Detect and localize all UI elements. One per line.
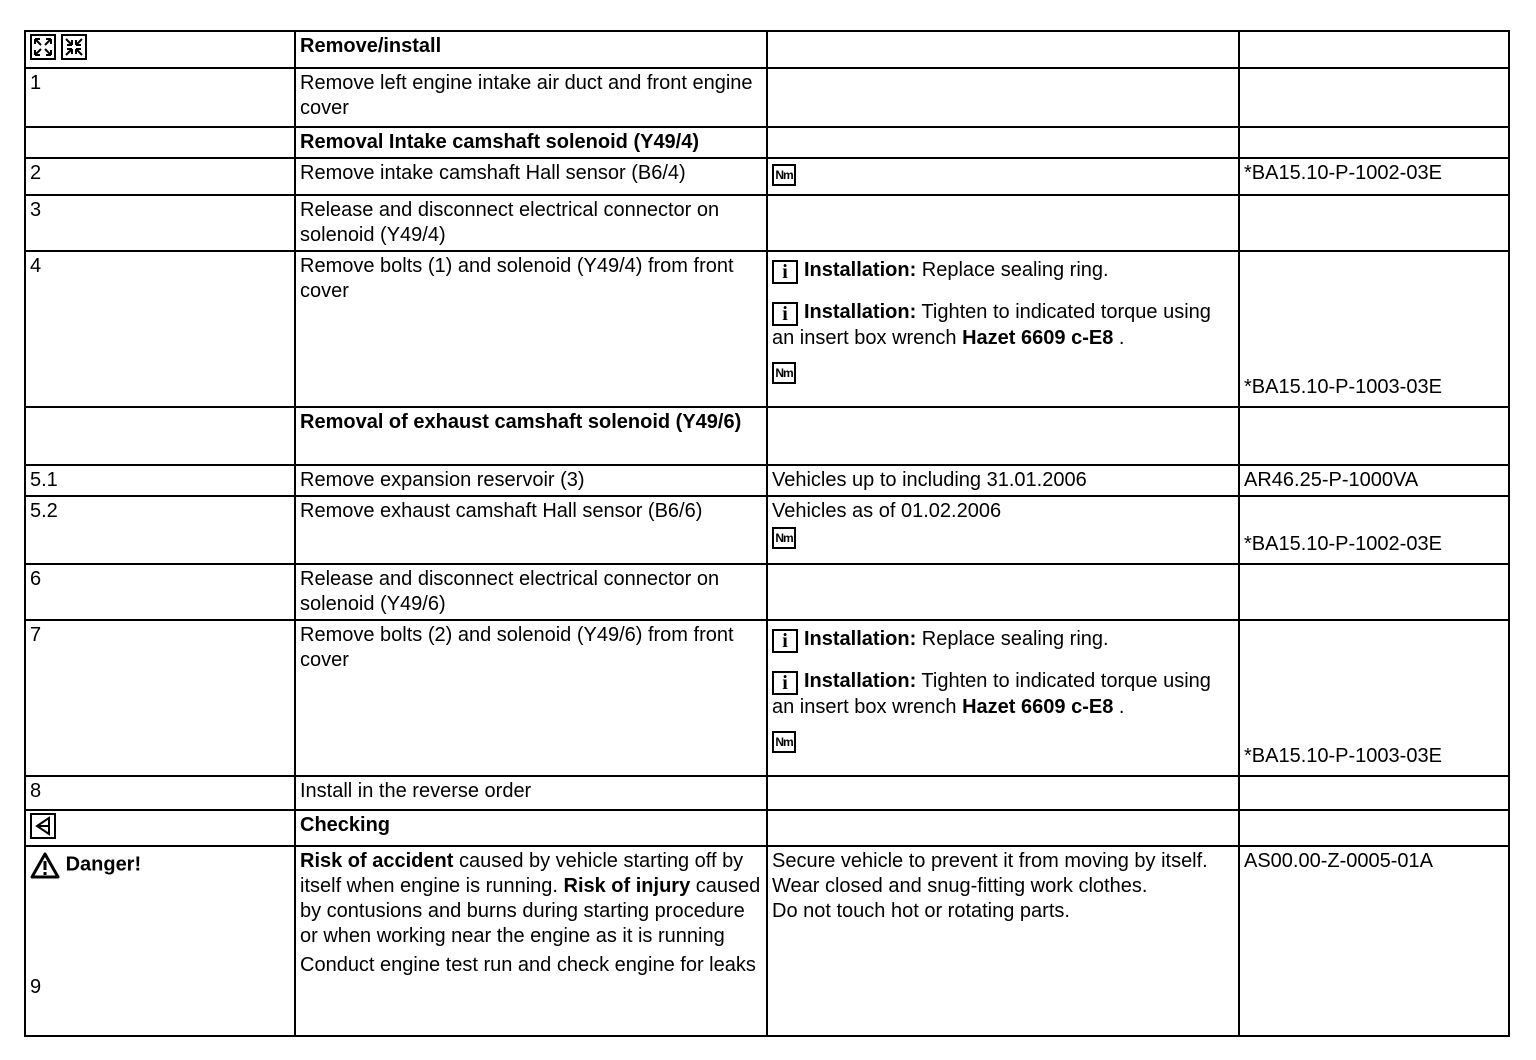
section-row — [25, 127, 1509, 158]
doc-reference[interactable]: *BA15.10-P-1002-03E — [1239, 496, 1509, 564]
torque-icon[interactable]: Nm — [772, 362, 796, 384]
step-action: Remove exhaust camshaft Hall sensor (B6/6) — [295, 496, 767, 564]
step-number: 2 — [25, 158, 295, 195]
step-number: 8 — [25, 776, 295, 810]
procedure-table — [24, 30, 1510, 1037]
doc-reference[interactable]: AS00.00-Z-0005-01A — [1239, 846, 1509, 1036]
install-notes-cell: i Installation: Replace sealing ring. i Installation: Tighten to indicated torque using an insert box wrench Hazet 6609 c-E8 . Nm — [767, 620, 1239, 776]
step-number: 9 — [30, 976, 42, 998]
checking-icon — [30, 813, 58, 839]
install-label: Installation: — [804, 628, 917, 650]
table-row — [25, 846, 1509, 1036]
step-number: 7 — [25, 620, 295, 776]
step-action: Remove bolts (1) and solenoid (Y49/4) from front cover — [295, 251, 767, 407]
step-number: 4 — [25, 251, 295, 407]
remove-install-icon — [30, 34, 88, 60]
tool-name[interactable]: Hazet 6609 c-E8 — [962, 327, 1114, 349]
table-row — [25, 564, 1509, 620]
step-number: 5.1 — [25, 465, 295, 496]
danger-label: Danger! — [65, 853, 142, 876]
table-row — [25, 620, 1509, 776]
header-icons-cell — [25, 31, 295, 68]
install-notes-cell: i Installation: Replace sealing ring. i Installation: Tighten to indicated torque using an insert box wrench Hazet 6609 c-E8 . Nm — [767, 251, 1239, 407]
tool-name[interactable]: Hazet 6609 c-E8 — [962, 696, 1114, 718]
step-action: Conduct engine test run and check engine for leaks — [300, 954, 756, 976]
header-title: Remove/install — [295, 31, 767, 68]
step-number: 3 — [25, 195, 295, 251]
section-title: Checking — [295, 810, 767, 846]
danger-text: Risk of accident caused by vehicle starting off by itself when engine is running. Risk of injury caused by contusions and burns during starting procedure or when working near the engine as it is running — [300, 850, 761, 947]
step-number: 5.2 — [25, 496, 295, 564]
step-action: Remove bolts (2) and solenoid (Y49/6) from front cover — [295, 620, 767, 776]
torque-icon[interactable]: Nm — [772, 731, 796, 753]
step-note: Vehicles as of 01.02.2006 — [772, 500, 1002, 522]
section-title: Removal Intake camshaft solenoid (Y49/4) — [295, 127, 767, 158]
table-row — [25, 195, 1509, 251]
step-action: Remove expansion reservoir (3) — [295, 465, 767, 496]
install-label: Installation: — [804, 301, 917, 323]
section-title: Removal of exhaust camshaft solenoid (Y49/6) — [295, 407, 767, 465]
step-action: Release and disconnect electrical connector on solenoid (Y49/6) — [295, 564, 767, 620]
torque-icon[interactable]: Nm — [772, 164, 796, 186]
install-note: Replace sealing ring. — [916, 628, 1109, 650]
info-icon[interactable]: i — [772, 671, 798, 695]
step-number: 1 — [25, 68, 295, 127]
info-icon[interactable]: i — [772, 260, 798, 284]
install-note: Tighten to indicated torque using an insert box wrench — [772, 670, 1211, 718]
install-note: Tighten to indicated torque using an insert box wrench — [772, 301, 1211, 349]
table-row — [25, 158, 1509, 195]
step-note: Vehicles up to including 31.01.2006 — [767, 465, 1239, 496]
step-action: Remove left engine intake air duct and front engine cover — [295, 68, 767, 127]
step-action: Install in the reverse order — [295, 776, 767, 810]
section-row — [25, 810, 1509, 846]
safety-note: Secure vehicle to prevent it from moving by itself. — [772, 850, 1208, 872]
info-icon[interactable]: i — [772, 629, 798, 653]
torque-icon[interactable]: Nm — [772, 527, 796, 549]
warning-icon — [30, 851, 60, 879]
safety-note: Wear closed and snug-fitting work clothes. — [772, 875, 1148, 897]
step-number: 6 — [25, 564, 295, 620]
doc-reference[interactable]: *BA15.10-P-1002-03E — [1239, 158, 1509, 195]
safety-note: Do not touch hot or rotating parts. — [772, 900, 1070, 922]
install-note: Replace sealing ring. — [916, 259, 1109, 281]
install-label: Installation: — [804, 670, 917, 692]
step-action: Release and disconnect electrical connector on solenoid (Y49/4) — [295, 195, 767, 251]
table-row — [25, 68, 1509, 127]
table-row — [25, 465, 1509, 496]
section-row — [25, 407, 1509, 465]
header-row — [25, 31, 1509, 68]
install-label: Installation: — [804, 259, 917, 281]
doc-reference[interactable]: *BA15.10-P-1003-03E — [1239, 251, 1509, 407]
info-icon[interactable]: i — [772, 302, 798, 326]
table-row — [25, 251, 1509, 407]
doc-reference[interactable]: AR46.25-P-1000VA — [1239, 465, 1509, 496]
table-row — [25, 496, 1509, 564]
table-row — [25, 776, 1509, 810]
step-action: Remove intake camshaft Hall sensor (B6/4) — [295, 158, 767, 195]
doc-reference[interactable]: *BA15.10-P-1003-03E — [1239, 620, 1509, 776]
